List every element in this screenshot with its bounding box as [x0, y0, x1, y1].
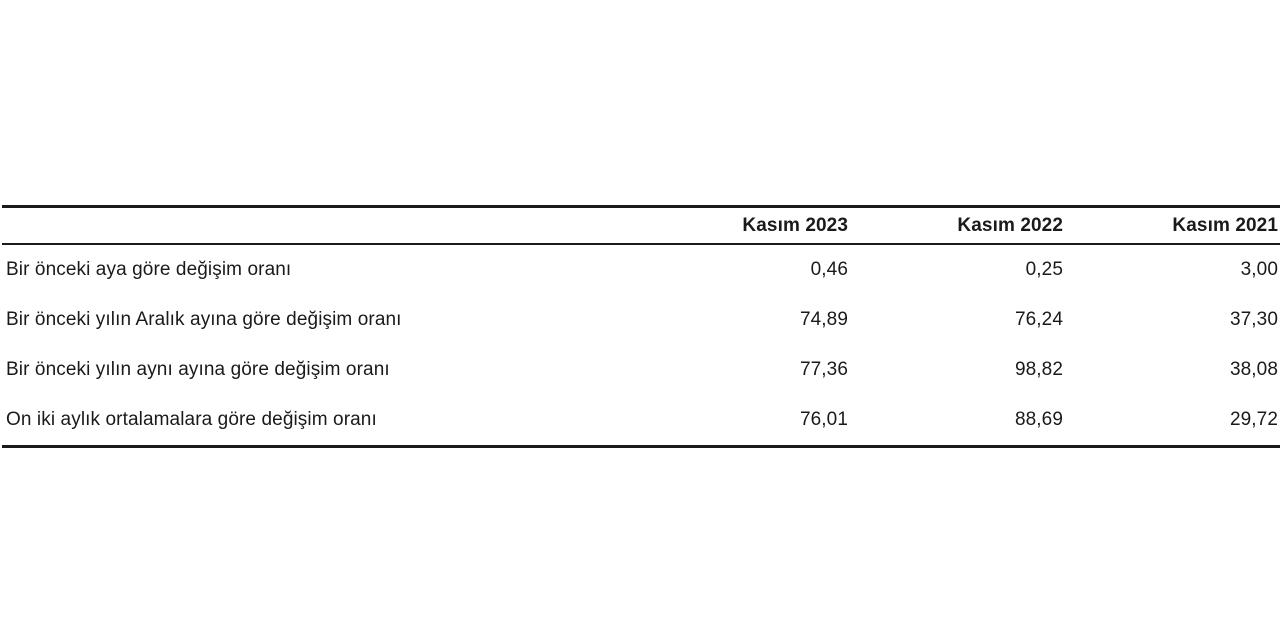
column-header: Kasım 2022 [957, 214, 1063, 236]
table-cell: 0,25 [1025, 259, 1063, 280]
row-label: On iki aylık ortalamalara göre değişim oranı [6, 409, 377, 430]
row-label: Bir önceki yılın aynı ayına göre değişim oranı [6, 359, 390, 380]
row-label: Bir önceki yılın Aralık ayına göre değişim oranı [6, 309, 402, 330]
table-row [2, 395, 1280, 445]
table-cell: 37,30 [1229, 309, 1278, 330]
table-cell: 98,82 [1014, 359, 1063, 380]
table-cell: 3,00 [1240, 259, 1278, 280]
table-cell: 76,24 [1014, 309, 1063, 330]
table-body [2, 245, 1280, 445]
table-header [2, 208, 1280, 243]
table-row [2, 295, 1280, 345]
table-cell: 38,08 [1229, 359, 1278, 380]
table-cell: 76,01 [799, 409, 848, 430]
table-cell: 74,89 [799, 309, 848, 330]
row-label: Bir önceki aya göre değişim oranı [6, 259, 292, 280]
column-header: Kasım 2023 [742, 214, 848, 236]
table-row [2, 345, 1280, 395]
table-cell: 0,46 [810, 259, 848, 280]
table-row [2, 245, 1280, 295]
table-cell: 29,72 [1229, 409, 1278, 430]
table-cell: 77,36 [799, 359, 848, 380]
column-header: Kasım 2021 [1172, 214, 1278, 236]
inflation-table [2, 205, 1280, 448]
bottom-rule [2, 445, 1280, 448]
table-cell: 88,69 [1014, 409, 1063, 430]
